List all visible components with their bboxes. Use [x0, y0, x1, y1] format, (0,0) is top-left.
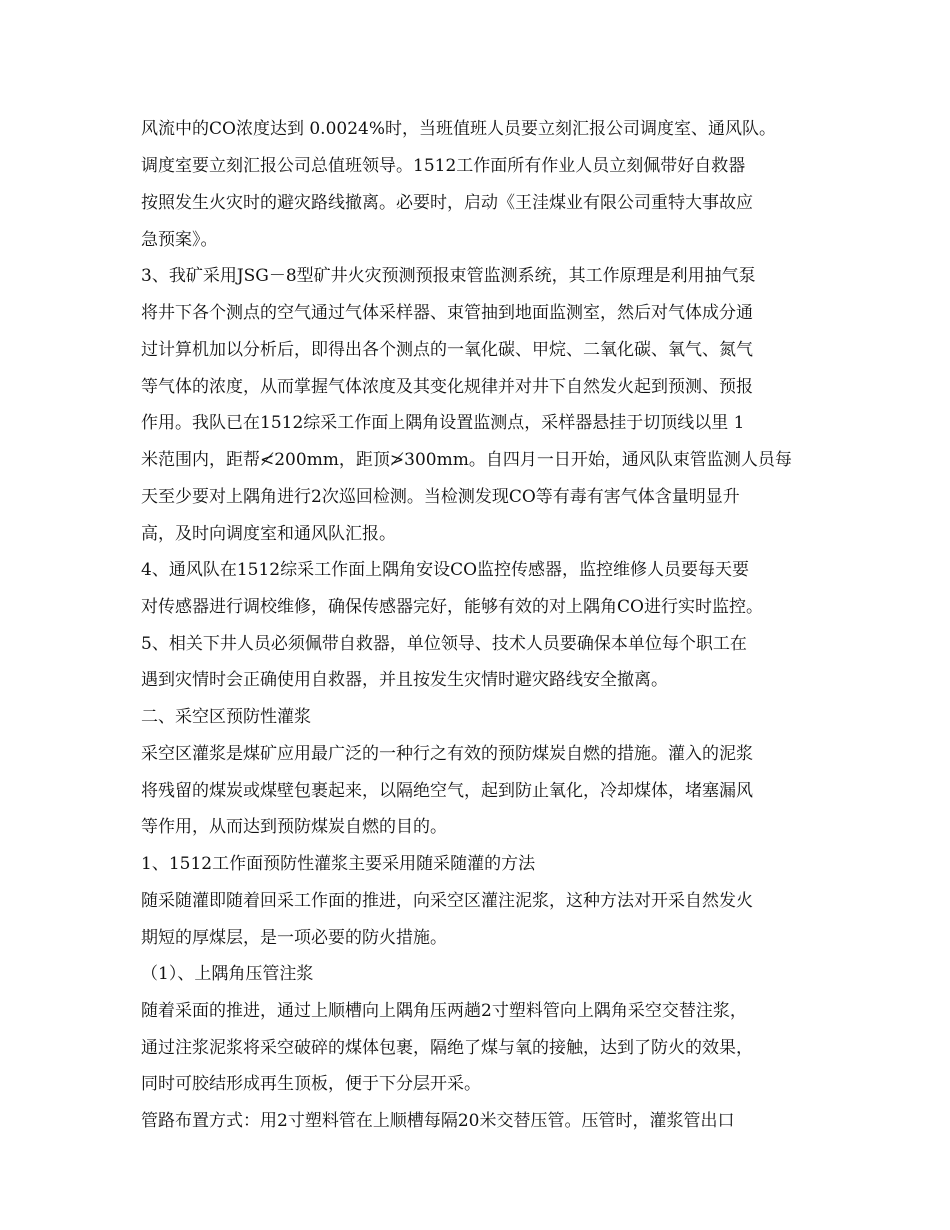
- text-line: 天至少要对上隅角进行2次巡回检测。当检测发现CO等有毒有害气体含量明显升: [141, 487, 740, 507]
- text-line: 管路布置方式：用2寸塑料管在上顺槽每隔20米交替压管。压管时，灌浆管出口: [141, 1111, 735, 1131]
- text-line: 同时可胶结形成再生顶板，便于下分层开采。: [141, 1074, 481, 1094]
- subsection-heading: （1）、上隅角压管注浆: [141, 964, 314, 984]
- text-line: 5、相关下井人员必须佩带自救器，单位领导、技术人员要确保本单位每个职工在: [141, 634, 747, 654]
- text-line: 调度室要立刻汇报公司总值班领导。1512工作面所有作业人员立刻佩带好自救器: [141, 156, 746, 176]
- text-line: 作用。我队已在1512综采工作面上隅角设置监测点，采样器悬挂于切顶线以里 1: [141, 413, 745, 433]
- text-line: 等气体的浓度，从而掌握气体浓度及其变化规律并对井下自然发火起到预测、预报: [141, 377, 753, 397]
- text-line: 通过注浆泥浆将采空破碎的煤体包裹，隔绝了煤与氧的接触，达到了防火的效果，: [141, 1038, 753, 1058]
- text-line: 将残留的煤炭或煤壁包裹起来，以隔绝空气，起到防止氧化，冷却煤体，堵塞漏风: [141, 781, 753, 801]
- text-line: 米范围内，距帮≮200mm，距顶≯300mm。自四月一日开始，通风队束管监测人员每: [141, 450, 792, 470]
- text-line: 随着采面的推进，通过上顺槽向上隅角压两趟2寸塑料管向上隅角采空交替注浆，: [141, 1001, 747, 1021]
- section-heading: 二、采空区预防性灌浆: [141, 707, 311, 727]
- text-line: 按照发生火灾时的避灾路线撤离。必要时，启动《王洼煤业有限公司重特大事故应: [141, 193, 753, 213]
- text-line: 随采随灌即随着回采工作面的推进，向采空区灌注泥浆，这种方法对开采自然发火: [141, 891, 753, 911]
- text-line: 过计算机加以分析后，即得出各个测点的一氧化碳、甲烷、二氧化碳、氧气、氮气: [141, 340, 753, 360]
- subsection-heading: 1、1512工作面预防性灌浆主要采用随采随灌的方法: [141, 854, 536, 874]
- text-line: 4、通风队在1512综采工作面上隅角安设CO监控传感器，监控维修人员要每天要: [141, 560, 750, 580]
- text-line: 高，及时向调度室和通风队汇报。: [141, 524, 396, 544]
- text-line: 急预案》。: [141, 230, 218, 250]
- text-line: 遇到灾情时会正确使用自救器，并且按发生灾情时避灾路线安全撤离。: [141, 670, 668, 690]
- text-line: 采空区灌浆是煤矿应用最广泛的一种行之有效的预防煤炭自燃的措施。灌入的泥浆: [141, 744, 753, 764]
- text-line: 对传感器进行调校维修，确保传感器完好，能够有效的对上隅角CO进行实时监控。: [141, 597, 763, 617]
- text-line: 3、我矿采用JSG－8型矿井火灾预测预报束管监测系统，其工作原理是利用抽气泵: [141, 266, 756, 286]
- text-line: 等作用，从而达到预防煤炭自燃的目的。: [141, 817, 447, 837]
- text-line: 期短的厚煤层，是一项必要的防火措施。: [141, 928, 447, 948]
- text-line: 风流中的CO浓度达到 0.0024%时，当班值班人员要立刻汇报公司调度室、通风队。: [141, 119, 776, 139]
- text-line: 将井下各个测点的空气通过气体采样器、束管抽到地面监测室，然后对气体成分通: [141, 303, 753, 323]
